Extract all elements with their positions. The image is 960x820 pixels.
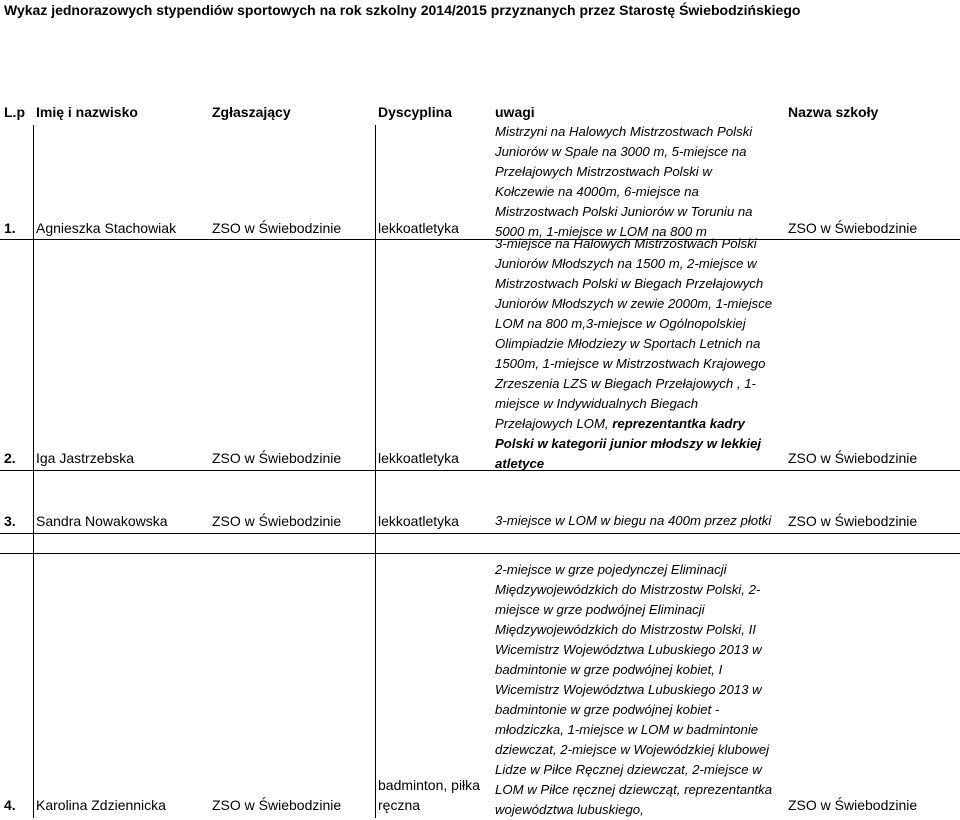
notes-line: Międzywojewódzkich do Mistrzostw Polski, II: [495, 622, 756, 637]
notes-line: badmintonie w grze podwójnej kobiet -: [495, 702, 720, 717]
notes-line: Międzywojewódzkich do Mistrzostw Polski, 2-: [495, 582, 761, 597]
notes-line: Lidze w Piłce Ręcznej dziewczat, 2-miejsce w: [495, 762, 762, 777]
row-2-reporter: ZSO w Świebodzinie: [212, 450, 342, 466]
notes-line: Wicemistrz Województwa Lubuskiego 2013 w: [495, 642, 762, 657]
notes-line: 1500m, 1-miejsce w Mistrzostwach Krajowego: [495, 356, 766, 371]
document-title: Wykaz jednorazowych stypendiów sportowych na rok szkolny 2014/2015 przyznanych przez Starostę Świebodzińskiego: [4, 2, 801, 18]
notes-line: Przełajowych Mistrzostwach Polski w: [495, 164, 712, 179]
notes-line: Kołczewie na 4000m, 6-miejsce na: [495, 184, 699, 199]
notes-text: Przełajowych LOM,: [495, 416, 613, 431]
notes-line: 5000 m, 1-miejsce w LOM na 800 m: [495, 224, 707, 239]
row-4-lp: 4.: [4, 797, 16, 813]
row-4-notes: [495, 560, 787, 820]
notes-line: młodziczka, 1-miejsce w LOM w badmintonie: [495, 722, 759, 737]
notes-line: badmintonie w grze podwójnej kobiet, I: [495, 662, 723, 677]
row-divider: [0, 553, 960, 554]
notes-line: Mistrzyni na Halowych Mistrzostwach Polski: [495, 124, 753, 139]
row-3-notes: 3-miejsce w LOM w biegu na 400m przez płotki: [495, 513, 772, 528]
notes-line: Juniorów Młodszych w zewie 2000m, 1-miejsce: [495, 296, 773, 311]
row-4-school: ZSO w Świebodzinie: [788, 797, 918, 813]
row-1-notes: [495, 122, 787, 242]
row-4-reporter: ZSO w Świebodzinie: [212, 797, 342, 813]
notes-line: [495, 414, 787, 434]
notes-line: Juniorów Młodszych na 1500 m, 2-miejsce w: [495, 256, 757, 271]
row-3-school: ZSO w Świebodzinie: [788, 513, 918, 529]
notes-line: Polski w kategorii junior młodszy w lekkiej: [495, 436, 762, 451]
row-1-school: ZSO w Świebodzinie: [788, 220, 918, 236]
row-1-discipline: lekkoatletyka: [378, 220, 459, 236]
row-divider: [0, 470, 960, 471]
row-3-discipline: lekkoatletyka: [378, 513, 459, 529]
notes-line: Zrzeszenia LZS w Biegach Przełajowych , 1-: [495, 376, 756, 391]
notes-line: Mistrzostwach Polski w Biegach Przełajowych: [495, 276, 764, 291]
notes-line: miejsce w Indywidualnych Biegach: [495, 396, 699, 411]
notes-line: dziewczat, 2-miejsce w Wojewódzkiej klubowej: [495, 742, 770, 757]
header-notes: uwagi: [495, 104, 535, 120]
notes-line: 3-miejsce na Halowych Mistrzostwach Polski: [495, 236, 757, 251]
column-divider: [375, 125, 376, 818]
row-2-discipline: lekkoatletyka: [378, 450, 459, 466]
row-divider: [0, 239, 960, 240]
notes-bold-text: reprezentantka kadry: [612, 416, 745, 431]
row-4-discipline-line-1: badminton, piłka: [378, 777, 480, 793]
row-3-reporter: ZSO w Świebodzinie: [212, 513, 342, 529]
header-discipline: Dyscyplina: [378, 104, 452, 120]
row-2-name: Iga Jastrzebska: [36, 450, 135, 466]
row-4-name: Karolina Zdziennicka: [36, 797, 166, 813]
row-2-notes: [495, 234, 787, 474]
row-2-lp: 2.: [4, 450, 16, 466]
header-reporter: Zgłaszający: [212, 104, 291, 120]
notes-line: LOM w Piłce ręcznej dziewcząt, reprezentantka: [495, 782, 773, 797]
row-2-school: ZSO w Świebodzinie: [788, 450, 918, 466]
notes-line: atletyce: [495, 456, 545, 471]
row-4-discipline-line-2: ręczna: [378, 797, 421, 813]
row-3-name: Sandra Nowakowska: [36, 513, 168, 529]
notes-line: LOM na 800 m,3-miejsce w Ogólnopolskiej: [495, 316, 746, 331]
row-1-lp: 1.: [4, 220, 16, 236]
notes-line: województwa lubuskiego,: [495, 802, 644, 817]
notes-line: Mistrzostwach Polski Juniorów w Toruniu na: [495, 204, 753, 219]
header-school: Nazwa szkoły: [788, 104, 879, 120]
row-1-name: Agnieszka Stachowiak: [36, 220, 177, 236]
notes-line: miejsce w grze podwójnej Eliminacji: [495, 602, 705, 617]
column-divider: [33, 125, 34, 818]
notes-line: Wicemistrz Województwa Lubuskiego 2013 w: [495, 682, 762, 697]
row-1-reporter: ZSO w Świebodzinie: [212, 220, 342, 236]
notes-line: Olimpiadzie Młodziezy w Sportach Letnich na: [495, 336, 761, 351]
row-3-lp: 3.: [4, 513, 16, 529]
notes-line: Juniorów w Spale na 3000 m, 5-miejsce na: [495, 144, 747, 159]
row-divider: [0, 533, 960, 534]
header-lp: L.p: [4, 104, 25, 120]
header-name: Imię i nazwisko: [36, 104, 138, 120]
notes-line: 2-miejsce w grze pojedynczej Eliminacji: [495, 562, 727, 577]
